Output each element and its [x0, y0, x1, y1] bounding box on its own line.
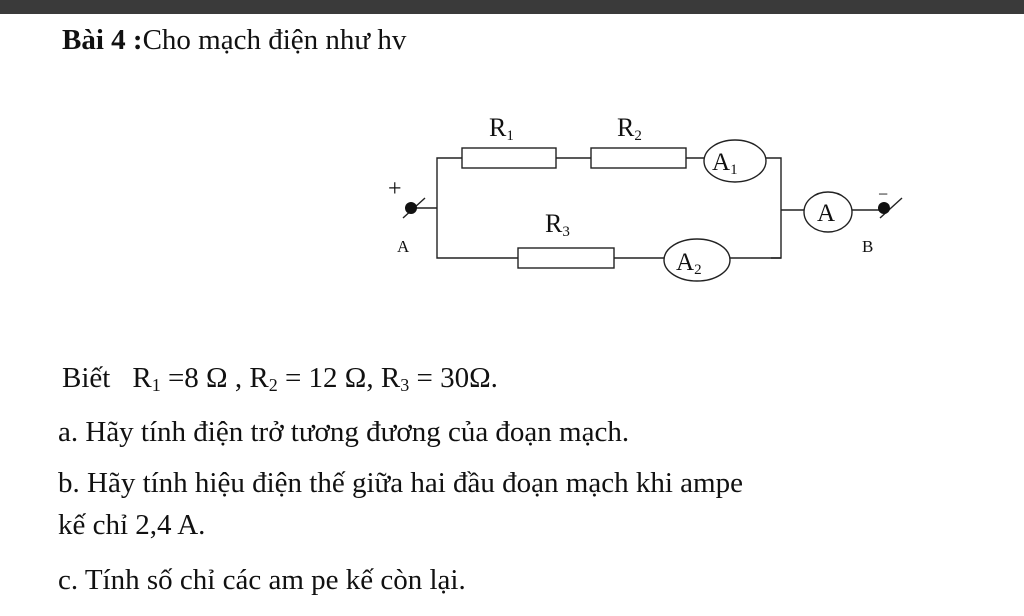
label-node-b: B [862, 237, 874, 256]
given-r2: $R_2 = 12$ Ω, [249, 362, 374, 395]
given-values [62, 362, 498, 396]
label-ammeter-main: A [817, 200, 836, 227]
wire-top-left [437, 158, 462, 208]
label-a1: A1 [712, 149, 738, 178]
given-r1: $R_1 =8$ Ω , [132, 362, 243, 395]
label-r3: R3 [545, 209, 570, 240]
wire-a1-right [766, 158, 781, 258]
exercise-number: Bài 4 : [62, 24, 143, 56]
exercise-prompt: Cho mạch điện như hv [142, 24, 407, 56]
label-node-a: A [397, 237, 410, 256]
label-minus: − [878, 184, 889, 204]
given-r3: $R_3 = 30\Omega$. [380, 362, 498, 395]
label-r1: R1 [489, 113, 514, 144]
resistor-r2 [591, 148, 686, 168]
given-prefix: Biết [62, 362, 111, 394]
label-r2: R2 [617, 113, 642, 144]
wire-bottom-left [437, 208, 518, 258]
label-a2: A2 [676, 249, 702, 278]
terminal-a-dot [405, 202, 417, 214]
resistor-r1 [462, 148, 556, 168]
question-c: c. Tính số chỉ các am pe kế còn lại. [58, 564, 466, 596]
question-a: a. Hãy tính điện trở tương đương của đoạn mạch. [58, 416, 630, 448]
label-plus: + [388, 176, 402, 202]
question-b-line1: b. Hãy tính hiệu điện thế giữa hai đầu đoạn mạch khi ampe [58, 467, 743, 499]
resistor-r3 [518, 248, 614, 268]
question-b-line2: kế chỉ 2,4 A. [58, 509, 206, 541]
